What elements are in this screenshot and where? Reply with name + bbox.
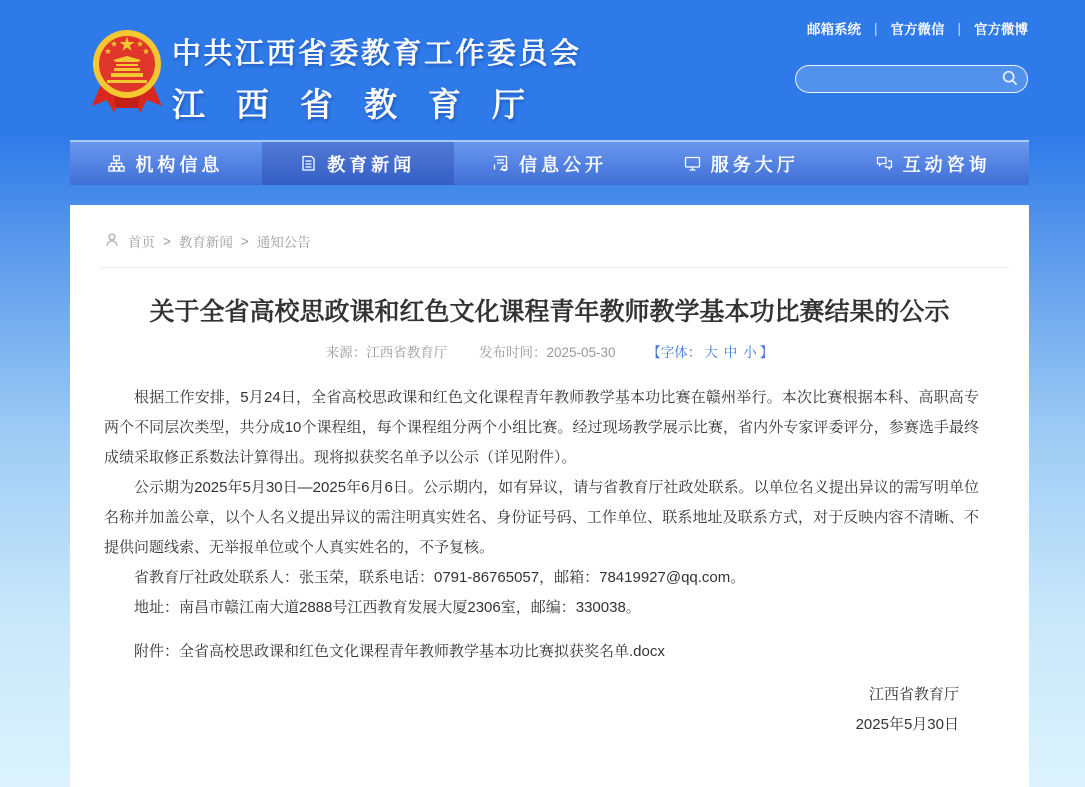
link-separator: | (957, 20, 961, 36)
nav-label: 互动咨询 (902, 154, 991, 175)
article-meta (70, 341, 1029, 361)
article-body (70, 383, 1029, 739)
nav-label: 机构信息 (135, 154, 224, 175)
breadcrumb-divider (100, 267, 1009, 268)
article-title: 关于全省高校思政课和红色文化课程青年教师教学基本功比赛结果的公示 (149, 298, 950, 326)
content-card (70, 205, 1029, 787)
main-nav (70, 140, 1029, 185)
nav-item-org-info[interactable] (70, 142, 262, 185)
breadcrumb-edu-news[interactable]: 教育新闻 (178, 235, 233, 250)
link-mail-system[interactable]: 邮箱系统 (806, 22, 861, 37)
monitor-icon (684, 155, 701, 172)
attachment-link[interactable]: 附件：全省高校思政课和红色文化课程青年教师教学基本功比赛拟获奖名单.docx (134, 643, 665, 660)
paragraph: 地址：南昌市赣江南大道2888号江西教育发展大厦2306室，邮编：330038。 (134, 599, 641, 616)
link-official-wechat[interactable]: 官方微信 (890, 22, 945, 37)
paragraph: 公示期为2025年5月30日—2025年6月6日。公示期内，如有异议，请与省教育厅社政处联系。以单位名义提出异议的需写明单位名称并加盖公章，以个人名义提出异议的需注明真实姓名、身份证号码、工作单位、联系地址及联系方式，对于反映内容不清晰、不提供问题线索、无举报单位或个人真实姓名的，不予复核。 (104, 479, 979, 556)
top-links (807, 18, 1028, 38)
breadcrumb-separator: > (163, 233, 171, 249)
nav-label: 信息公开 (518, 154, 607, 175)
paragraph: 省教育厅社政处联系人：张玉荣，联系电话：0791-86765057，邮箱：78419927@qq.com。 (134, 569, 746, 586)
paragraph: 根据工作安排，5月24日，全省高校思政课和红色文化课程青年教师教学基本功比赛在赣州举行。本次比赛根据本科、高职高专两个不同层次类型，共分成10个课程组，每个课程组分两个小组比赛。经过现场教学展示比赛，省内外专家评委评分，参赛选手最终成绩采取修正系数法计算得出。现将拟获奖名单予以公示（详见附件）。 (104, 389, 979, 466)
font-ctl-suffix: 】 (759, 345, 774, 360)
font-size-small-button[interactable]: 小 (743, 345, 757, 360)
nav-label: 服务大厅 (710, 154, 799, 175)
font-ctl-prefix: 【字体： (647, 345, 702, 360)
attachment-row (104, 637, 979, 667)
site-titles (172, 31, 582, 126)
search-button[interactable] (993, 66, 1027, 92)
link-separator: | (873, 20, 878, 36)
font-size-control (647, 345, 773, 360)
chat-icon (876, 155, 893, 172)
search-icon (1002, 70, 1018, 89)
font-size-large-button[interactable]: 大 (704, 345, 718, 360)
location-icon (104, 232, 120, 251)
nav-item-service-hall[interactable] (645, 142, 837, 185)
org-title: 中共江西省委教育工作委员会 (172, 38, 582, 70)
link-official-weibo[interactable]: 官方微博 (974, 22, 1028, 37)
breadcrumb-home[interactable]: 首页 (128, 235, 155, 250)
breadcrumb-current: 通知公告 (256, 235, 311, 250)
national-emblem-icon (87, 26, 167, 116)
meta-publish-time: 发布时间：2025-05-30 (478, 345, 616, 360)
sitemap-icon (108, 155, 125, 172)
signature-org: 江西省教育厅 (868, 686, 959, 703)
nav-item-edu-news[interactable] (262, 142, 454, 185)
news-icon (300, 155, 317, 172)
font-size-medium-button[interactable]: 中 (723, 345, 738, 360)
nav-label: 教育新闻 (327, 154, 416, 175)
site-header (0, 0, 1085, 140)
breadcrumb-separator: > (240, 233, 249, 249)
signature-date: 2025年5月30日 (855, 716, 959, 733)
meta-source: 来源：江西省教育厅 (325, 345, 448, 360)
search-input[interactable] (796, 71, 993, 87)
breadcrumb (70, 205, 1029, 251)
nav-item-interactive-consult[interactable] (837, 142, 1029, 185)
site-title: 江西省教育厅 (172, 86, 556, 123)
article-signature (104, 681, 979, 739)
document-icon (492, 155, 509, 172)
search-box (795, 65, 1028, 93)
nav-item-info-disclosure[interactable] (454, 142, 646, 185)
